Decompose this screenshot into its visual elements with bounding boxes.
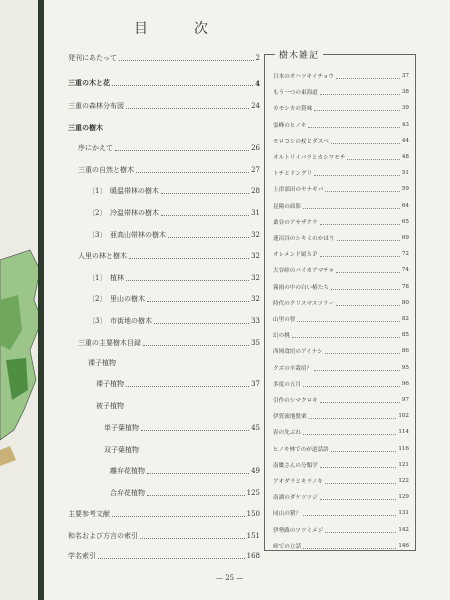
sidebar-entry-page: 80 (401, 299, 409, 306)
sidebar-entry-page: 37 (401, 73, 409, 79)
leader-dots (314, 174, 400, 176)
leader-dots (303, 547, 396, 549)
sidebar-entry-label: オルトリイバラとカシワモチ (273, 155, 346, 161)
sidebar-entry (273, 217, 409, 227)
sidebar-entry-page: 38 (401, 89, 409, 96)
leader-dots (129, 257, 249, 259)
toc-entry-page: 2 (255, 54, 260, 62)
sidebar-entry-label: 多度の五月 (273, 381, 301, 388)
toc-entry (68, 315, 260, 327)
sidebar-entry (273, 525, 409, 535)
sidebar-entry (273, 168, 409, 178)
toc-entry-page: 49 (251, 467, 260, 475)
sidebar-entry (273, 314, 409, 324)
sidebar-entry-label: 大谷峠のバイカアマチャ (273, 268, 335, 275)
sidebar-entry (273, 265, 409, 275)
sidebar-box (264, 51, 416, 551)
sidebar-entry-label: 時代のクリスマスツリー (273, 300, 335, 307)
sidebar-entry-page: 121 (398, 461, 409, 468)
toc-entry-label: 三重の木と花 (68, 78, 110, 87)
sidebar-entry-label: 伊勢路のツツミメジ (273, 527, 324, 534)
sidebar-entry-label: もう一つの東海道 (273, 90, 318, 97)
leader-dots (168, 236, 249, 238)
leader-dots (336, 77, 400, 79)
leader-dots (320, 223, 400, 225)
toc-entry-page: 168 (246, 552, 260, 560)
sidebar-entry (273, 427, 409, 437)
sidebar-entry-label: カモシカの賞味 (273, 106, 313, 113)
leader-dots (320, 466, 397, 468)
toc-entry (68, 52, 260, 64)
toc-entry-label: 和名および方言の索引 (68, 532, 138, 540)
sidebar-entry-page: 59 (401, 186, 409, 193)
leader-dots (161, 192, 249, 194)
toc-entry (68, 422, 260, 434)
toc-entry-label: 双子葉植物 (104, 446, 139, 454)
sidebar-entry-label: 上津部田のヤナギバ (273, 187, 324, 194)
toc-entry (68, 508, 260, 520)
toc-entry-label: 単子葉植物 (104, 424, 139, 432)
sidebar-entry (273, 87, 409, 97)
leader-dots (147, 472, 249, 474)
toc-entry-page: 4 (255, 78, 260, 88)
toc-entry-page: 35 (251, 339, 260, 347)
toc-entry-page: 32 (251, 231, 260, 239)
leader-dots (303, 433, 396, 435)
leader-dots (336, 304, 400, 306)
toc-entry (68, 293, 260, 305)
leader-dots (336, 271, 400, 273)
toc-entry (68, 207, 260, 219)
toc-entry-label: 三重の主要樹木目録 (78, 339, 141, 347)
leader-dots (147, 300, 249, 302)
toc-entry (68, 142, 260, 154)
toc-entry (68, 229, 260, 241)
toc-entry-label: 裸子植物 (96, 380, 124, 388)
leader-dots (126, 279, 249, 281)
leader-dots (314, 369, 400, 371)
sidebar-entry-label: 日本のオハツキイチョウ (273, 74, 335, 80)
leader-dots (325, 190, 400, 192)
sidebar-entry-page: 74 (401, 267, 409, 274)
sidebar-entry-page: 102 (398, 413, 409, 420)
toc-entry-label: 三重の自然と樹木 (78, 166, 134, 174)
sidebar-entry-label: 霧雨の中の白い椿たち (273, 284, 329, 291)
sidebar-entry-page: 142 (398, 526, 409, 533)
toc-entry-label: 学名索引 (68, 552, 96, 560)
toc-entry (68, 444, 260, 456)
sidebar-entry-label: クズの辛栽培？ (273, 365, 313, 372)
leader-dots (297, 320, 399, 322)
toc-entry-label: 序にかえて (78, 144, 113, 152)
sidebar-entry-page: 69 (401, 235, 409, 241)
leader-dots (331, 450, 397, 452)
toc-entry-label: 三重の樹木 (68, 123, 103, 132)
leader-dots (154, 322, 249, 324)
toc-entry (68, 357, 260, 369)
sidebar-entry-page: 146 (398, 542, 409, 549)
leader-dots (331, 142, 400, 144)
sidebar-entry-page: 82 (401, 316, 409, 322)
toc-entry-label: 〔3〕 市街地の樹木 (88, 317, 152, 325)
leader-dots (308, 126, 400, 128)
toc-entry (68, 122, 260, 134)
page-title: 目 次 (134, 21, 224, 37)
sidebar-entry-label: 南畿さんの分類学 (273, 462, 318, 469)
sidebar-entry-label: 同山の猪？ (273, 511, 301, 518)
toc-entry-label: 人里の林と樹木 (78, 252, 127, 260)
leader-dots (314, 109, 400, 111)
sidebar-entry (273, 201, 409, 211)
sidebar-entry-page: 43 (401, 121, 409, 128)
toc-entry (68, 185, 260, 197)
leader-dots (309, 417, 397, 419)
sidebar-entry-label: 伊賀流地盤栗 (273, 414, 307, 421)
leader-dots (331, 288, 400, 290)
sidebar-entry (273, 330, 409, 340)
toc-entry (68, 250, 260, 262)
sidebar-entry (273, 103, 409, 113)
leader-dots (115, 149, 249, 151)
toc-entry-page: 28 (251, 187, 260, 195)
leader-dots (126, 385, 249, 387)
sidebar-entry-page: 122 (398, 478, 409, 484)
sidebar-entry (273, 492, 409, 502)
toc-entry-page: 32 (251, 252, 260, 260)
leader-dots (119, 59, 254, 61)
left-page-edge (0, 0, 42, 600)
sidebar-entry (273, 379, 409, 389)
sidebar-entry (273, 395, 409, 405)
toc-entry-page: 125 (246, 489, 260, 497)
sidebar-entry-page: 65 (401, 218, 409, 225)
sidebar-entry-label: アオダラとキラノキ (273, 479, 323, 485)
toc-entry-page: 150 (246, 510, 260, 518)
toc-entry-label: 裸子植物 (88, 359, 116, 367)
map-fragment (0, 240, 42, 470)
leader-dots (161, 214, 249, 216)
sidebar-entry-label: オレメンド属ＳＰ (273, 252, 318, 259)
sidebar-entry-page: 129 (398, 494, 409, 501)
toc-entry (68, 550, 260, 562)
sidebar-entry-label: 山里の智 (273, 317, 296, 323)
toc-entry-label: 〔2〕 里山の樹木 (88, 295, 145, 303)
sidebar-entry (273, 282, 409, 292)
toc-page (44, 0, 450, 600)
sidebar-entry-label: 峠での立話 (273, 543, 301, 550)
leader-dots (320, 255, 400, 257)
leader-dots (347, 158, 399, 160)
sidebar-entry-page: 85 (401, 332, 409, 339)
sidebar-entry (273, 363, 409, 373)
sidebar-entry-label: 南湖のダケツツジ (273, 495, 318, 502)
leader-dots (337, 239, 400, 241)
sidebar-entry-label: 引作のシマクロキ (273, 398, 318, 404)
sidebar-entry-label: モロコシの杖とダスベ (273, 138, 329, 145)
sidebar-entry-page: 72 (401, 251, 409, 258)
toc-entry-page: 33 (251, 317, 260, 325)
sidebar-entry (273, 71, 409, 81)
leader-dots (136, 171, 249, 173)
sidebar-entry (273, 184, 409, 194)
sidebar-entry-label: トチとドングリ (273, 171, 313, 178)
sidebar-entry (273, 249, 409, 259)
toc-entry-page: 27 (251, 166, 260, 174)
sidebar-entry (273, 508, 409, 518)
toc-entry (68, 77, 260, 89)
toc-entry-page: 32 (251, 295, 260, 303)
leader-dots (292, 336, 400, 338)
toc-entry-label: 合弁花植物 (110, 489, 145, 497)
leader-dots (112, 84, 253, 86)
sidebar-entry-page: 96 (401, 380, 409, 387)
sidebar-entry-label: 幻の桃 (273, 333, 290, 340)
sidebar-entry (273, 541, 409, 551)
sidebar-entry (273, 444, 409, 454)
toc-entry (68, 164, 260, 176)
toc-entry (68, 378, 260, 390)
toc-entry-page: 151 (246, 532, 260, 540)
leader-dots (141, 429, 249, 431)
sidebar-entry-page: 86 (401, 348, 409, 355)
sidebar-entry-label: 西岡食垣のアイナシ (273, 349, 323, 356)
sidebar-entry-page: 116 (398, 445, 409, 452)
sidebar-entry-page: 64 (401, 202, 409, 209)
toc-entry-page: 32 (251, 274, 260, 282)
toc-entry (68, 465, 260, 477)
leader-dots (147, 494, 245, 496)
leader-dots (126, 107, 249, 109)
toc-entry-label: 〔2〕 冷温帯林の樹木 (88, 209, 159, 217)
toc-entry (68, 400, 260, 412)
leader-dots (112, 515, 245, 517)
toc-entry (68, 530, 260, 542)
toc-entry-label: 主要参考文献 (68, 510, 110, 518)
sidebar-entry (273, 233, 409, 243)
toc-entry (68, 487, 260, 499)
sidebar-entry-page: 97 (401, 397, 409, 403)
sidebar-entry-page: 39 (401, 105, 409, 112)
leader-dots (325, 531, 396, 533)
toc-entry (68, 100, 260, 112)
sidebar-entry (273, 298, 409, 308)
sidebar-entry-page: 48 (401, 154, 409, 160)
sidebar-entry-page: 44 (401, 137, 409, 144)
toc-entry-page: 45 (251, 424, 260, 432)
leader-dots (140, 537, 245, 539)
toc-entry-label: 被子植物 (96, 402, 124, 410)
sidebar-entry (273, 411, 409, 421)
leader-dots (303, 514, 396, 516)
leader-dots (303, 385, 400, 387)
toc-entry-page: 31 (251, 209, 260, 217)
toc-entry (68, 272, 260, 284)
sidebar-entry (273, 136, 409, 146)
sidebar-entry (273, 120, 409, 130)
toc-entry-label: 〔1〕 暖温帯林の樹木 (88, 187, 159, 195)
sidebar-entry-page: 95 (401, 364, 409, 371)
leader-dots (98, 557, 245, 559)
toc-entry-label: 〔1〕 植林 (88, 274, 124, 282)
sidebar-entry (273, 476, 409, 486)
sidebar-entry-page: 131 (398, 510, 409, 517)
leader-dots (325, 482, 396, 484)
page-number: — 25 — (216, 574, 244, 582)
toc-entry-page: 37 (251, 380, 260, 388)
sidebar-entry-label: 霊峰のヒノキ (273, 122, 307, 129)
leader-dots (143, 344, 249, 346)
sidebar-entry-label: 蓮沼谷のシキミのかほり (273, 236, 335, 242)
toc-entry-page: 26 (251, 144, 260, 152)
leader-dots (303, 207, 400, 209)
toc-entry-page: 24 (251, 102, 260, 110)
leader-dots (325, 352, 400, 354)
sidebar-entry-label: 春の先ぶれ (273, 430, 301, 437)
toc-entry-label: 離弁花植物 (110, 467, 145, 475)
leader-dots (320, 401, 400, 403)
sidebar-entry-page: 51 (401, 170, 409, 177)
toc-entry-label: 発刊にあたって (68, 54, 117, 62)
leader-dots (320, 498, 397, 500)
sidebar-entry-page: 78 (401, 283, 409, 290)
sidebar-entry-label: ヒノキ林でのが道話語 (273, 446, 329, 453)
sidebar-entry (273, 460, 409, 470)
sidebar-title: 樹木雑記 (275, 48, 323, 61)
sidebar-entry-label: 桑谷のアサザクラ (273, 219, 318, 226)
sidebar-entry-page: 114 (398, 429, 409, 436)
sidebar-entry-label: 昆陽の面影 (273, 203, 301, 210)
sidebar-entry (273, 152, 409, 162)
toc-entry-label: 〔3〕 亜高山帯林の樹木 (88, 231, 166, 239)
toc-entry (68, 337, 260, 349)
toc-entry-label: 三重の森林分布図 (68, 102, 124, 110)
sidebar-entry (273, 346, 409, 356)
leader-dots (320, 93, 400, 95)
